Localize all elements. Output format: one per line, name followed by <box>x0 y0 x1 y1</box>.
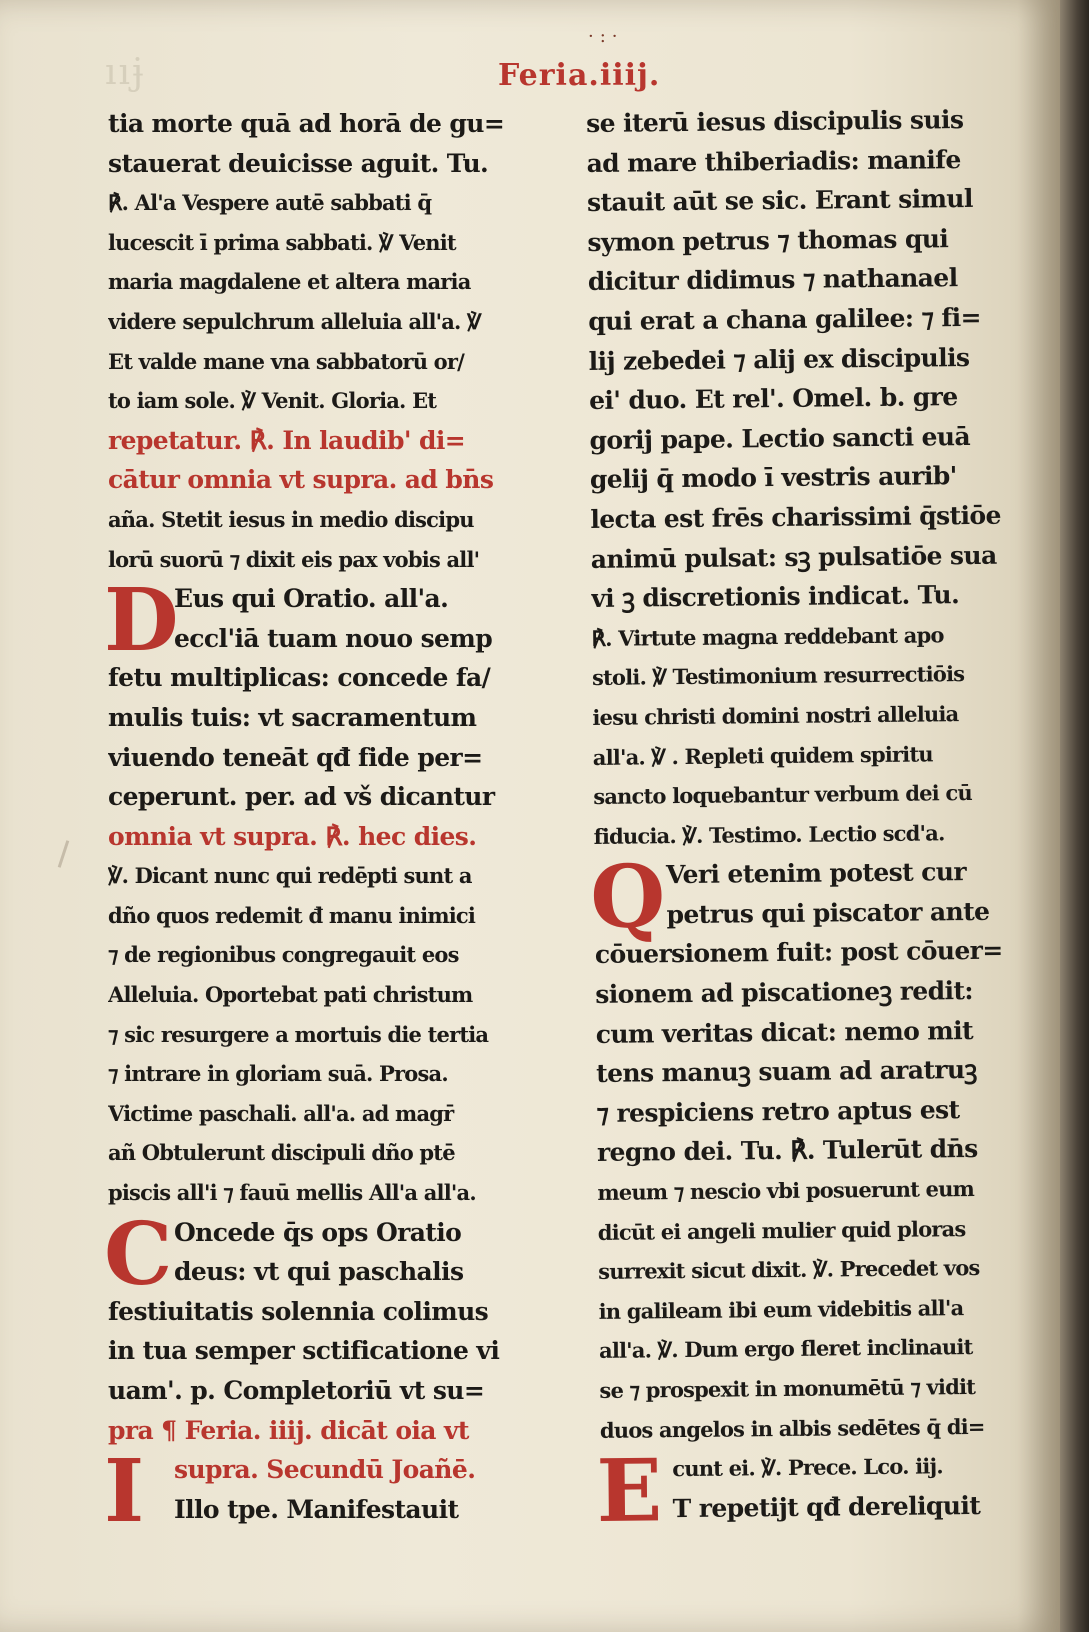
drop-capital: D <box>104 570 179 672</box>
show-through-folio: ııɉ <box>105 52 146 93</box>
text-line: animū pulsat: sꝫ pulsatiōe sua <box>590 540 997 574</box>
text-line: iesu christi domini nostri alleluia <box>592 701 959 730</box>
text-line: se iterū iesus discipulis suis <box>586 105 964 138</box>
right-column <box>586 99 1039 1543</box>
drop-capital: C <box>104 1203 173 1305</box>
initial-block <box>104 570 548 672</box>
text-line: stauit aūt se sic. Erant simul <box>586 184 973 218</box>
text-line: petrus qui piscator ante <box>666 896 990 930</box>
text-line: viuendo teneāt qđ fide per= <box>108 742 483 772</box>
text-line: Oncede q̄s ops Oratio <box>174 1217 462 1247</box>
text-line: vi ꝫ discretionis indicat. Tu. <box>591 580 960 614</box>
initial-block <box>104 1441 548 1543</box>
text-line: ei' duo. Et rel'. Omel. b. gre <box>588 382 958 416</box>
text-line: sionem ad piscationeꝫ redit: <box>595 976 974 1010</box>
text-line: sancto loquebantur verbum dei cū <box>593 780 972 810</box>
text-line: tia morte quā ad horā de gu= <box>108 109 505 138</box>
text-line: Illo tpe. Manifestauit <box>174 1494 459 1524</box>
text-line: aña. Stetit iesus in medio discipu <box>108 506 474 532</box>
text-line: festiuitatis solennia colimus <box>108 1296 489 1326</box>
drop-capital: Q <box>589 846 666 949</box>
text-line: stauerat deuicisse aguit. Tu. <box>108 148 489 178</box>
left-column <box>104 104 548 1543</box>
rubric-line: supra. Secundū Joañē. <box>174 1455 476 1485</box>
text-line: Victime paschali. all'a. ad magr̄ <box>108 1100 454 1126</box>
running-head: Feria.iiij. <box>498 58 661 93</box>
text-line: ℣. Dicant nunc qui redēpti sunt a <box>108 863 472 889</box>
text-line: ℟. Virtute magna reddebant apo <box>591 622 944 651</box>
rubric-line: omnia vt supra. ℟. hec dies. <box>108 821 477 851</box>
rubric-line: cātur omnia vt supra. ad bn̄s <box>108 465 494 495</box>
text-line: cōuersionem fuit: post cōuer= <box>594 936 1003 970</box>
margin-mark <box>58 840 70 868</box>
text-line: ℟. Al'a Vespere autē sabbati q̄ <box>108 190 432 216</box>
text-line: T repetijt qđ dereliquit <box>672 1490 981 1523</box>
text-line: Et valde mane vna sabbatorū or/ <box>108 348 465 374</box>
text-line: Veri etenim potest cur <box>665 857 967 890</box>
text-line: cum veritas dicat: nemo mit <box>595 1015 974 1049</box>
text-line: lij zebedei ⁊ alij ex discipulis <box>588 342 970 376</box>
text-line: gelij q̄ modo ī vestris aurib' <box>589 461 957 495</box>
text-line: qui erat a chana galilee: ⁊ fi= <box>588 302 982 336</box>
text-line: dicitur didimus ⁊ nathanael <box>587 263 958 297</box>
text-line: in galileam ibi eum videbitis all'a <box>598 1294 964 1324</box>
text-line: duos angelos in albis sedētes q̄ di= <box>599 1413 985 1443</box>
text-line: fetu multiplicas: concede fa/ <box>108 663 491 693</box>
text-line: videre sepulchrum alleluia all'a. ℣ <box>108 308 481 334</box>
text-line: deus: vt qui paschalis <box>174 1257 464 1287</box>
text-line: meum ⁊ nescio vbi posuerunt eum <box>597 1176 975 1205</box>
text-line: ⁊ de regionibus congregauit eos <box>108 942 459 968</box>
text-line: tens manuꝫ suam ad aratruꝫ <box>596 1055 977 1089</box>
text-line: Eus qui Oratio. all'a. <box>174 584 449 614</box>
initial-block <box>596 1440 1039 1543</box>
text-line: lecta est frēs charissimi q̄stiōe <box>590 500 1001 534</box>
text-line: stoli. ℣ Testimonium resurrectiōis <box>591 661 965 691</box>
text-line: ⁊ sic resurgere a mortuis die tertia <box>108 1021 489 1047</box>
text-line: gorij pape. Lectio sancti euā <box>589 421 971 455</box>
text-line: mulis tuis: vt sacramentum <box>108 702 477 732</box>
rubric-line: pra ¶ Feria. iiij. dicāt oia vt <box>108 1415 469 1445</box>
text-line: symon petrus ⁊ thomas qui <box>587 223 949 257</box>
text-line: to iam sole. ℣ Venit. Gloria. Et <box>108 388 437 414</box>
rubric-line: repetatur. ℟. In laudib' di= <box>108 425 466 455</box>
text-line: eccl'iā tuam nouo semp <box>174 623 493 653</box>
text-line: añ Obtulerunt discipuli dño ptē <box>108 1140 455 1166</box>
text-line: lucescit ī prima sabbati. ℣ Venit <box>108 229 456 255</box>
text-line: dño quos redemit đ manu inimici <box>108 902 476 928</box>
text-line: dicūt ei angeli mulier quid ploras <box>597 1215 966 1245</box>
text-line: maria magdalene et altera maria <box>108 269 471 295</box>
text-line: ⁊ respiciens retro aptus est <box>596 1094 960 1128</box>
initial-block <box>104 1203 548 1305</box>
text-line: uam'. p. Completoriū vt su= <box>108 1376 485 1405</box>
page-edge-shadow <box>1060 0 1089 1632</box>
drop-capital: E <box>596 1440 663 1543</box>
initial-block <box>589 846 1033 949</box>
text-line: cunt ei. ℣. Prece. Lco. iij. <box>672 1453 943 1482</box>
text-line: regno dei. Tu. ℟. Tulerūt dn̄s <box>596 1134 978 1168</box>
text-line: se ⁊ prospexit in monumētū ⁊ vidit <box>599 1373 976 1403</box>
text-line: in tua semper sctificatione vi <box>108 1336 500 1366</box>
text-line: ad mare thiberiadis: manife <box>586 144 961 178</box>
text-line: piscis all'i ⁊ fauū mellis All'a all'a. <box>108 1180 476 1206</box>
ornament-dots: ·:· <box>588 26 624 47</box>
text-line: all'a. ℣. Dum ergo fleret inclinauit <box>598 1334 973 1364</box>
drop-capital: I <box>104 1441 145 1543</box>
text-line: ceperunt. per. ad vš dicantur <box>108 782 495 812</box>
text-line: ⁊ intrare in gloriam suā. Prosa. <box>108 1061 448 1087</box>
text-line: lorū suorū ⁊ dixit eis pax vobis all' <box>108 546 480 572</box>
text-line: all'a. ℣ . Repleti quidem spiritu <box>592 740 933 770</box>
text-line: fiducia. ℣. Testimo. Lectio scd'a. <box>593 819 945 849</box>
text-line: Alleluia. Oportebat pati christum <box>108 982 473 1008</box>
text-line: surrexit sicut dixit. ℣. Precedet vos <box>598 1255 980 1285</box>
